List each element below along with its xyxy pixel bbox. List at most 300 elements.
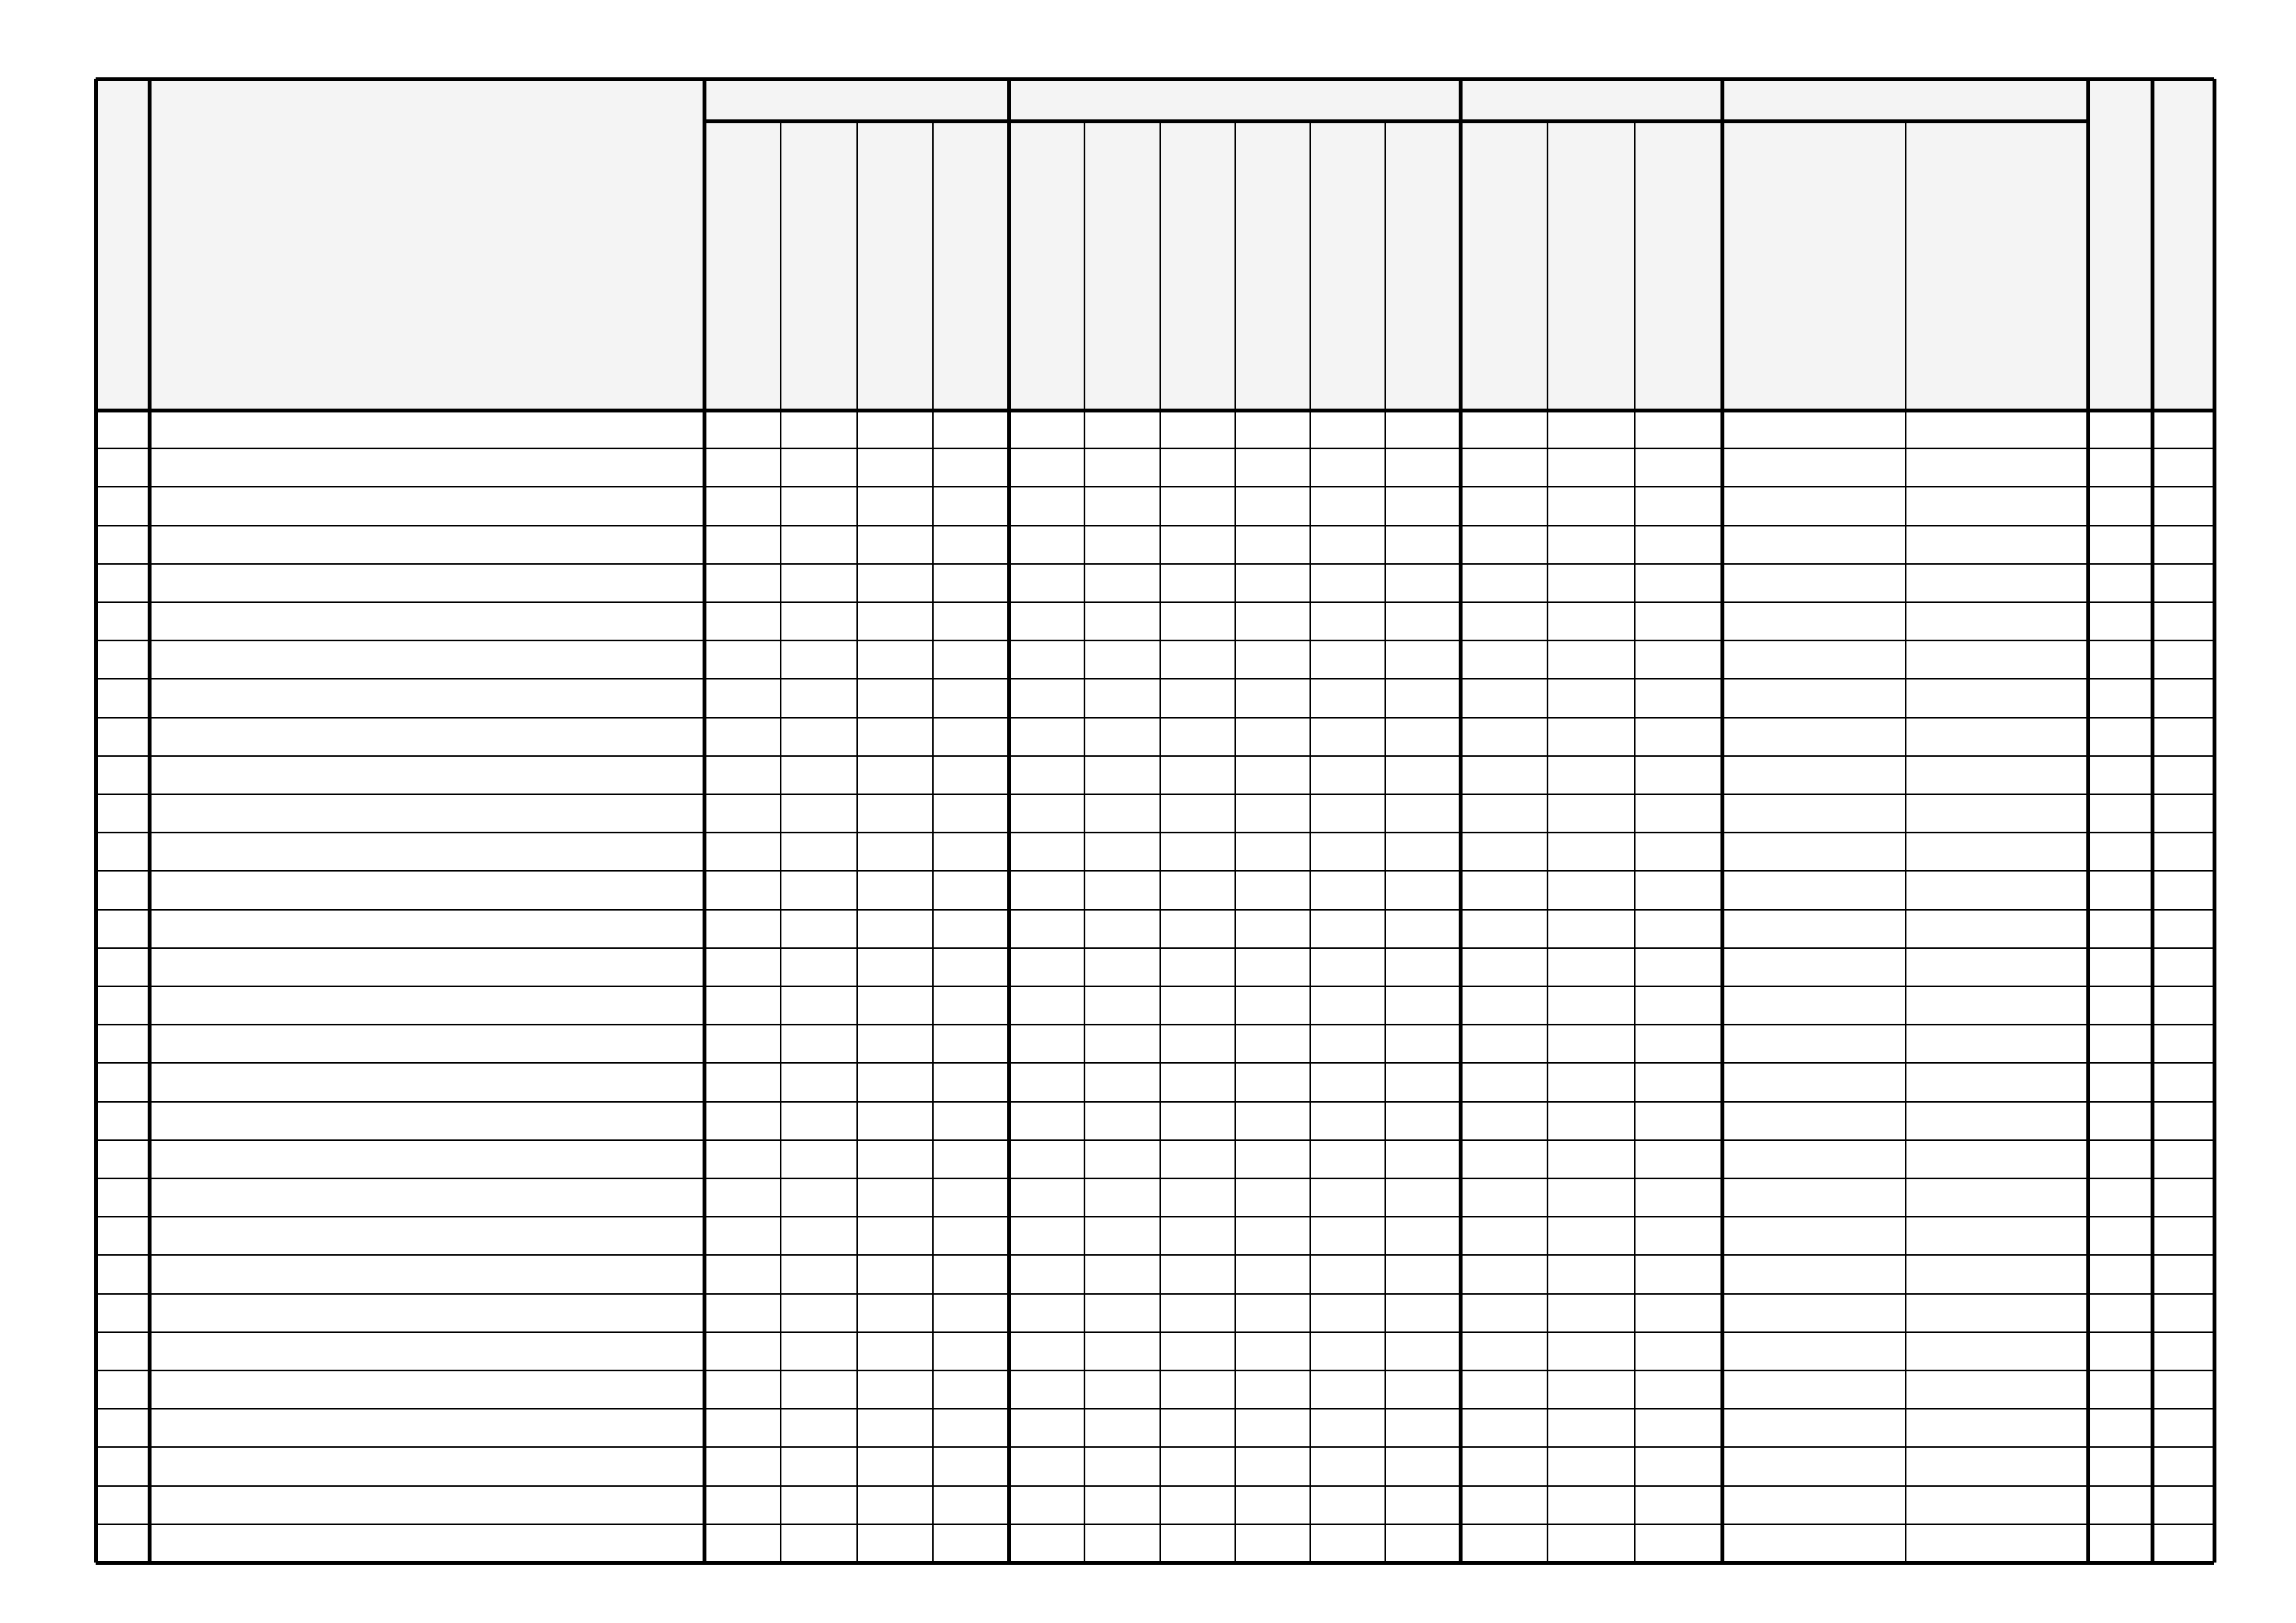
grade-cell[interactable]: [1310, 1102, 1385, 1140]
grade-cell[interactable]: [1635, 833, 1722, 871]
grade-cell[interactable]: [1460, 1178, 1548, 1217]
grade-cell[interactable]: [2152, 1217, 2214, 1255]
grade-cell[interactable]: [857, 1332, 933, 1370]
grade-cell[interactable]: [933, 679, 1009, 717]
grade-cell[interactable]: [1385, 1025, 1460, 1063]
grade-cell[interactable]: [933, 1447, 1009, 1485]
grade-cell[interactable]: [1385, 410, 1460, 448]
grade-cell[interactable]: [1310, 1332, 1385, 1370]
grade-cell[interactable]: [2152, 1409, 2214, 1447]
student-name-cell[interactable]: [149, 1486, 704, 1524]
grade-cell[interactable]: [1635, 718, 1722, 756]
grade-cell[interactable]: [1722, 448, 1906, 487]
grade-cell[interactable]: [1235, 1524, 1310, 1563]
grade-cell[interactable]: [1460, 1025, 1548, 1063]
grade-cell[interactable]: [2152, 564, 2214, 602]
grade-cell[interactable]: [1235, 1217, 1310, 1255]
grade-cell[interactable]: [1385, 833, 1460, 871]
grade-cell[interactable]: [1548, 1140, 1635, 1178]
grade-cell[interactable]: [2088, 1102, 2152, 1140]
grade-cell[interactable]: [704, 1486, 781, 1524]
grade-cell[interactable]: [1635, 448, 1722, 487]
grade-cell[interactable]: [1310, 794, 1385, 833]
grade-cell[interactable]: [1460, 718, 1548, 756]
grade-cell[interactable]: [1310, 1294, 1385, 1332]
grade-cell[interactable]: [1310, 1063, 1385, 1101]
grade-cell[interactable]: [1460, 1524, 1548, 1563]
grade-cell[interactable]: [1722, 910, 1906, 948]
grade-cell[interactable]: [1906, 1486, 2088, 1524]
grade-cell[interactable]: [2152, 718, 2214, 756]
grade-cell[interactable]: [1722, 1332, 1906, 1370]
grade-cell[interactable]: [1635, 602, 1722, 640]
grade-cell[interactable]: [781, 718, 857, 756]
grade-cell[interactable]: [1906, 1447, 2088, 1485]
grade-cell[interactable]: [1009, 1255, 1084, 1293]
grade-cell[interactable]: [1548, 410, 1635, 448]
grade-cell[interactable]: [1548, 602, 1635, 640]
grade-cell[interactable]: [1548, 1332, 1635, 1370]
grade-cell[interactable]: [1635, 871, 1722, 909]
grade-cell[interactable]: [1722, 1102, 1906, 1140]
grade-cell[interactable]: [1722, 1524, 1906, 1563]
grade-cell[interactable]: [1084, 1063, 1160, 1101]
grade-cell[interactable]: [1722, 1255, 1906, 1293]
grade-cell[interactable]: [704, 1332, 781, 1370]
grade-cell[interactable]: [1009, 564, 1084, 602]
grade-cell[interactable]: [1635, 1332, 1722, 1370]
grade-cell[interactable]: [933, 1063, 1009, 1101]
grade-cell[interactable]: [857, 718, 933, 756]
grade-cell[interactable]: [2088, 910, 2152, 948]
grade-cell[interactable]: [1548, 526, 1635, 564]
grade-cell[interactable]: [1009, 871, 1084, 909]
grade-cell[interactable]: [1235, 1486, 1310, 1524]
grade-cell[interactable]: [1385, 1063, 1460, 1101]
grade-cell[interactable]: [1084, 986, 1160, 1025]
grade-cell[interactable]: [704, 1447, 781, 1485]
grade-cell[interactable]: [1548, 1447, 1635, 1485]
grade-cell[interactable]: [1906, 487, 2088, 525]
grade-cell[interactable]: [704, 487, 781, 525]
grade-cell[interactable]: [1722, 1217, 1906, 1255]
grade-cell[interactable]: [857, 679, 933, 717]
grade-cell[interactable]: [1906, 564, 2088, 602]
grade-cell[interactable]: [1160, 1294, 1235, 1332]
grade-cell[interactable]: [1548, 487, 1635, 525]
grade-cell[interactable]: [1722, 948, 1906, 986]
grade-cell[interactable]: [857, 448, 933, 487]
grade-cell[interactable]: [1310, 1524, 1385, 1563]
student-name-cell[interactable]: [149, 602, 704, 640]
grade-cell[interactable]: [1009, 1102, 1084, 1140]
grade-cell[interactable]: [1009, 1025, 1084, 1063]
grade-cell[interactable]: [1385, 871, 1460, 909]
grade-cell[interactable]: [1906, 1370, 2088, 1409]
grade-cell[interactable]: [1310, 1025, 1385, 1063]
grade-cell[interactable]: [1548, 1102, 1635, 1140]
grade-cell[interactable]: [933, 1025, 1009, 1063]
grade-cell[interactable]: [2088, 640, 2152, 679]
grade-cell[interactable]: [781, 871, 857, 909]
grade-cell[interactable]: [1548, 1524, 1635, 1563]
grade-cell[interactable]: [2088, 410, 2152, 448]
grade-cell[interactable]: [1084, 448, 1160, 487]
grade-cell[interactable]: [1635, 794, 1722, 833]
grade-cell[interactable]: [1310, 526, 1385, 564]
grade-cell[interactable]: [1084, 1486, 1160, 1524]
grade-cell[interactable]: [2152, 794, 2214, 833]
grade-cell[interactable]: [1722, 640, 1906, 679]
grade-cell[interactable]: [1310, 640, 1385, 679]
grade-cell[interactable]: [1548, 1025, 1635, 1063]
grade-cell[interactable]: [1635, 1217, 1722, 1255]
grade-cell[interactable]: [1235, 1063, 1310, 1101]
grade-cell[interactable]: [1385, 794, 1460, 833]
grade-cell[interactable]: [933, 910, 1009, 948]
grade-cell[interactable]: [857, 910, 933, 948]
grade-cell[interactable]: [933, 1486, 1009, 1524]
grade-cell[interactable]: [1385, 679, 1460, 717]
grade-cell[interactable]: [1235, 1409, 1310, 1447]
grade-cell[interactable]: [1310, 1409, 1385, 1447]
grade-cell[interactable]: [704, 564, 781, 602]
grade-cell[interactable]: [1310, 833, 1385, 871]
grade-cell[interactable]: [1084, 756, 1160, 794]
grade-cell[interactable]: [857, 487, 933, 525]
grade-cell[interactable]: [1385, 1447, 1460, 1485]
grade-cell[interactable]: [1084, 1332, 1160, 1370]
grade-cell[interactable]: [1160, 602, 1235, 640]
grade-cell[interactable]: [1310, 910, 1385, 948]
grade-cell[interactable]: [1460, 487, 1548, 525]
grade-cell[interactable]: [1906, 410, 2088, 448]
grade-cell[interactable]: [1460, 1063, 1548, 1101]
grade-cell[interactable]: [1235, 564, 1310, 602]
grade-cell[interactable]: [2152, 910, 2214, 948]
grade-cell[interactable]: [1460, 948, 1548, 986]
grade-cell[interactable]: [2152, 640, 2214, 679]
grade-cell[interactable]: [1084, 1447, 1160, 1485]
grade-cell[interactable]: [1310, 986, 1385, 1025]
grade-cell[interactable]: [857, 1524, 933, 1563]
grade-cell[interactable]: [1235, 679, 1310, 717]
grade-cell[interactable]: [857, 1140, 933, 1178]
grade-cell[interactable]: [704, 871, 781, 909]
grade-cell[interactable]: [1548, 1294, 1635, 1332]
grade-cell[interactable]: [1906, 910, 2088, 948]
grade-cell[interactable]: [1235, 487, 1310, 525]
grade-cell[interactable]: [1385, 756, 1460, 794]
grade-cell[interactable]: [1906, 1102, 2088, 1140]
grade-cell[interactable]: [1722, 487, 1906, 525]
grade-cell[interactable]: [1235, 1255, 1310, 1293]
grade-cell[interactable]: [1235, 640, 1310, 679]
grade-cell[interactable]: [704, 794, 781, 833]
grade-cell[interactable]: [1009, 718, 1084, 756]
grade-cell[interactable]: [781, 526, 857, 564]
grade-cell[interactable]: [1009, 910, 1084, 948]
grade-cell[interactable]: [2088, 1524, 2152, 1563]
grade-cell[interactable]: [1310, 564, 1385, 602]
grade-cell[interactable]: [704, 1063, 781, 1101]
grade-cell[interactable]: [704, 1025, 781, 1063]
grade-cell[interactable]: [1635, 1140, 1722, 1178]
grade-cell[interactable]: [857, 640, 933, 679]
grade-cell[interactable]: [2152, 1025, 2214, 1063]
grade-cell[interactable]: [1235, 1178, 1310, 1217]
grade-cell[interactable]: [1460, 448, 1548, 487]
grade-cell[interactable]: [1635, 756, 1722, 794]
grade-cell[interactable]: [1235, 756, 1310, 794]
grade-cell[interactable]: [857, 1025, 933, 1063]
grade-cell[interactable]: [781, 948, 857, 986]
grade-cell[interactable]: [1235, 410, 1310, 448]
grade-cell[interactable]: [857, 526, 933, 564]
grade-cell[interactable]: [1635, 640, 1722, 679]
student-name-cell[interactable]: [149, 910, 704, 948]
grade-cell[interactable]: [1722, 1409, 1906, 1447]
grade-cell[interactable]: [2088, 718, 2152, 756]
grade-cell[interactable]: [2152, 1370, 2214, 1409]
grade-cell[interactable]: [1906, 1063, 2088, 1101]
grade-cell[interactable]: [1906, 679, 2088, 717]
grade-cell[interactable]: [1722, 1370, 1906, 1409]
student-name-cell[interactable]: [149, 526, 704, 564]
grade-cell[interactable]: [1906, 1294, 2088, 1332]
student-name-cell[interactable]: [149, 871, 704, 909]
grade-cell[interactable]: [1235, 794, 1310, 833]
grade-cell[interactable]: [1722, 1447, 1906, 1485]
grade-cell[interactable]: [933, 487, 1009, 525]
grade-cell[interactable]: [2088, 1178, 2152, 1217]
grade-cell[interactable]: [1385, 718, 1460, 756]
grade-cell[interactable]: [1385, 526, 1460, 564]
grade-cell[interactable]: [1310, 1217, 1385, 1255]
grade-cell[interactable]: [1548, 871, 1635, 909]
grade-cell[interactable]: [1310, 871, 1385, 909]
grade-cell[interactable]: [1460, 986, 1548, 1025]
grade-cell[interactable]: [1635, 1524, 1722, 1563]
grade-cell[interactable]: [1235, 1102, 1310, 1140]
grade-cell[interactable]: [1084, 679, 1160, 717]
grade-cell[interactable]: [1084, 1255, 1160, 1293]
grade-cell[interactable]: [1160, 871, 1235, 909]
grade-cell[interactable]: [1548, 718, 1635, 756]
student-name-cell[interactable]: [149, 1255, 704, 1293]
grade-cell[interactable]: [1235, 718, 1310, 756]
grade-cell[interactable]: [2152, 1063, 2214, 1101]
grade-cell[interactable]: [1385, 1140, 1460, 1178]
grade-cell[interactable]: [1160, 679, 1235, 717]
grade-cell[interactable]: [1160, 1486, 1235, 1524]
grade-cell[interactable]: [1906, 448, 2088, 487]
grade-cell[interactable]: [1160, 1409, 1235, 1447]
grade-cell[interactable]: [704, 718, 781, 756]
student-name-cell[interactable]: [149, 794, 704, 833]
grade-cell[interactable]: [1160, 1217, 1235, 1255]
grade-cell[interactable]: [1722, 1294, 1906, 1332]
grade-cell[interactable]: [1084, 910, 1160, 948]
grade-cell[interactable]: [1084, 833, 1160, 871]
grade-cell[interactable]: [781, 448, 857, 487]
grade-cell[interactable]: [1009, 487, 1084, 525]
grade-cell[interactable]: [1009, 948, 1084, 986]
grade-cell[interactable]: [704, 448, 781, 487]
grade-cell[interactable]: [1310, 1486, 1385, 1524]
grade-cell[interactable]: [781, 602, 857, 640]
grade-cell[interactable]: [857, 756, 933, 794]
grade-cell[interactable]: [2088, 756, 2152, 794]
grade-cell[interactable]: [704, 526, 781, 564]
grade-cell[interactable]: [781, 1294, 857, 1332]
student-name-cell[interactable]: [149, 1063, 704, 1101]
grade-cell[interactable]: [1635, 1486, 1722, 1524]
grade-cell[interactable]: [1722, 794, 1906, 833]
grade-cell[interactable]: [933, 448, 1009, 487]
grade-cell[interactable]: [1084, 1524, 1160, 1563]
grade-cell[interactable]: [1385, 1370, 1460, 1409]
grade-cell[interactable]: [2152, 410, 2214, 448]
grade-cell[interactable]: [1906, 718, 2088, 756]
student-name-cell[interactable]: [149, 487, 704, 525]
grade-cell[interactable]: [1722, 1486, 1906, 1524]
student-name-cell[interactable]: [149, 448, 704, 487]
grade-cell[interactable]: [1235, 910, 1310, 948]
grade-cell[interactable]: [1548, 1486, 1635, 1524]
grade-cell[interactable]: [1009, 640, 1084, 679]
grade-cell[interactable]: [933, 602, 1009, 640]
grade-cell[interactable]: [1460, 526, 1548, 564]
grade-cell[interactable]: [2152, 526, 2214, 564]
grade-cell[interactable]: [1084, 794, 1160, 833]
grade-cell[interactable]: [1722, 679, 1906, 717]
grade-cell[interactable]: [2088, 794, 2152, 833]
grade-cell[interactable]: [857, 1370, 933, 1409]
grade-cell[interactable]: [933, 1217, 1009, 1255]
grade-cell[interactable]: [1160, 640, 1235, 679]
grade-cell[interactable]: [1548, 833, 1635, 871]
grade-cell[interactable]: [857, 602, 933, 640]
grade-cell[interactable]: [1084, 718, 1160, 756]
grade-cell[interactable]: [2088, 526, 2152, 564]
grade-cell[interactable]: [1160, 718, 1235, 756]
grade-cell[interactable]: [1548, 1217, 1635, 1255]
grade-cell[interactable]: [781, 1217, 857, 1255]
grade-cell[interactable]: [1635, 986, 1722, 1025]
grade-cell[interactable]: [1235, 1140, 1310, 1178]
grade-cell[interactable]: [1460, 910, 1548, 948]
grade-cell[interactable]: [704, 1217, 781, 1255]
grade-cell[interactable]: [1009, 526, 1084, 564]
grade-cell[interactable]: [933, 640, 1009, 679]
grade-cell[interactable]: [1635, 1447, 1722, 1485]
grade-cell[interactable]: [1460, 1447, 1548, 1485]
grade-cell[interactable]: [781, 833, 857, 871]
grade-cell[interactable]: [933, 1255, 1009, 1293]
grade-cell[interactable]: [1160, 564, 1235, 602]
grade-cell[interactable]: [1310, 679, 1385, 717]
grade-cell[interactable]: [1235, 1332, 1310, 1370]
grade-cell[interactable]: [1460, 833, 1548, 871]
grade-cell[interactable]: [2088, 448, 2152, 487]
grade-cell[interactable]: [2088, 1140, 2152, 1178]
grade-cell[interactable]: [1460, 1486, 1548, 1524]
student-name-cell[interactable]: [149, 1294, 704, 1332]
grade-cell[interactable]: [781, 1332, 857, 1370]
grade-cell[interactable]: [1548, 794, 1635, 833]
grade-cell[interactable]: [1906, 640, 2088, 679]
grade-cell[interactable]: [1906, 526, 2088, 564]
grade-cell[interactable]: [1310, 448, 1385, 487]
grade-cell[interactable]: [781, 794, 857, 833]
grade-cell[interactable]: [1084, 1102, 1160, 1140]
grade-cell[interactable]: [2152, 1447, 2214, 1485]
grade-cell[interactable]: [1160, 448, 1235, 487]
grade-cell[interactable]: [1009, 1447, 1084, 1485]
grade-cell[interactable]: [1235, 986, 1310, 1025]
grade-cell[interactable]: [1009, 602, 1084, 640]
grade-cell[interactable]: [1722, 564, 1906, 602]
grade-cell[interactable]: [1160, 410, 1235, 448]
grade-cell[interactable]: [933, 1178, 1009, 1217]
grade-cell[interactable]: [781, 564, 857, 602]
grade-cell[interactable]: [1009, 1294, 1084, 1332]
student-name-cell[interactable]: [149, 1409, 704, 1447]
student-name-cell[interactable]: [149, 1217, 704, 1255]
grade-cell[interactable]: [2152, 1255, 2214, 1293]
grade-cell[interactable]: [2088, 564, 2152, 602]
grade-cell[interactable]: [1160, 526, 1235, 564]
grade-cell[interactable]: [857, 1102, 933, 1140]
grade-cell[interactable]: [1548, 1063, 1635, 1101]
grade-cell[interactable]: [2152, 487, 2214, 525]
grade-cell[interactable]: [857, 948, 933, 986]
grade-cell[interactable]: [1460, 1409, 1548, 1447]
grade-cell[interactable]: [2088, 1332, 2152, 1370]
student-name-cell[interactable]: [149, 640, 704, 679]
grade-cell[interactable]: [1635, 679, 1722, 717]
grade-cell[interactable]: [704, 910, 781, 948]
grade-cell[interactable]: [781, 1486, 857, 1524]
grade-cell[interactable]: [1160, 1447, 1235, 1485]
grade-cell[interactable]: [704, 1370, 781, 1409]
grade-cell[interactable]: [1635, 1255, 1722, 1293]
grade-cell[interactable]: [857, 986, 933, 1025]
grade-cell[interactable]: [2088, 1294, 2152, 1332]
grade-cell[interactable]: [2088, 1217, 2152, 1255]
grade-cell[interactable]: [1635, 564, 1722, 602]
grade-cell[interactable]: [2152, 1524, 2214, 1563]
grade-cell[interactable]: [1009, 1140, 1084, 1178]
grade-cell[interactable]: [1160, 948, 1235, 986]
grade-cell[interactable]: [1084, 640, 1160, 679]
grade-cell[interactable]: [933, 1370, 1009, 1409]
grade-cell[interactable]: [1009, 679, 1084, 717]
grade-cell[interactable]: [1310, 718, 1385, 756]
grade-cell[interactable]: [1009, 986, 1084, 1025]
grade-cell[interactable]: [1310, 410, 1385, 448]
grade-cell[interactable]: [1084, 564, 1160, 602]
grade-cell[interactable]: [1460, 1370, 1548, 1409]
grade-cell[interactable]: [857, 1486, 933, 1524]
grade-cell[interactable]: [1385, 487, 1460, 525]
grade-cell[interactable]: [2088, 679, 2152, 717]
grade-cell[interactable]: [1722, 1140, 1906, 1178]
grade-cell[interactable]: [1906, 1025, 2088, 1063]
grade-cell[interactable]: [1548, 948, 1635, 986]
grade-cell[interactable]: [1635, 1294, 1722, 1332]
